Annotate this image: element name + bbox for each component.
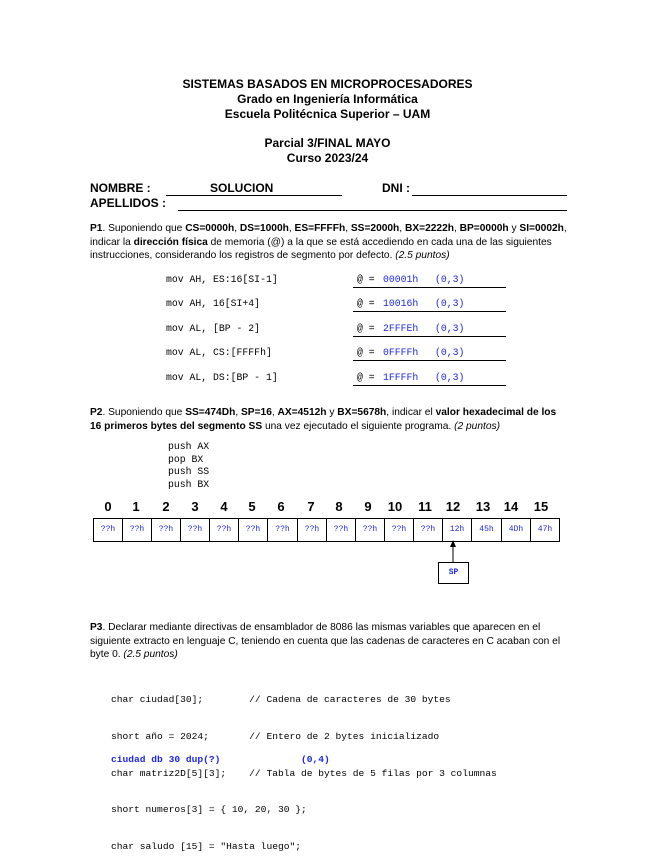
nombre-field[interactable]: [166, 181, 342, 196]
p1-table: [166, 268, 506, 390]
code-line: char matriz2D[5][3]; // Tabla de bytes de 5 filas por 3 columnas: [111, 767, 497, 779]
p1-address: 10016h: [383, 298, 419, 309]
p1-address: 0FFFFh: [383, 347, 419, 358]
stack-byte: 47h: [530, 518, 560, 542]
p1-answer-line: @ = 1FFFFh (0,3): [353, 370, 506, 386]
p1-score: (0,3): [435, 347, 465, 358]
stack-index: 15: [533, 499, 549, 514]
stack-index: 2: [162, 499, 170, 514]
stack-index: 12: [445, 499, 461, 514]
stack-byte: ??h: [238, 518, 267, 542]
stack-byte: ??h: [297, 518, 326, 542]
p1-instruction: mov AL, DS:[BP - 1]: [166, 371, 278, 383]
stack-index: 1: [132, 499, 140, 514]
stack-index: 7: [307, 499, 315, 514]
apellidos-field[interactable]: [178, 196, 567, 211]
stack-indices: [94, 499, 574, 515]
program-line: push AX: [168, 441, 210, 452]
p1-statement: P1. Suponiendo que CS=0000h, DS=1000h, ES=FFFFh, SS=2000h, BX=2222h, BP=0000h y SI=0002h, indicar la dirección física de memoria (@) a la que se está accediendo en cada una de las siguientes instrucciones, considerando los registros de segmento por defecto. (2.5 puntos): [90, 223, 567, 261]
stack-byte: ??h: [122, 518, 151, 542]
p1-row: [166, 292, 506, 317]
stack-index: 5: [248, 499, 256, 514]
p1-row: [166, 317, 506, 342]
p2-program: [168, 441, 209, 491]
p1-address: 2FFFEh: [383, 322, 419, 334]
sp-arrow-icon: [446, 540, 460, 562]
stack-byte: ??h: [384, 518, 413, 542]
stack-byte: ??h: [180, 518, 209, 542]
program-line: pop BX: [168, 453, 204, 465]
p1-answer-line: @ = 2FFFEh (0,3): [353, 321, 506, 337]
stack-index: 10: [387, 499, 403, 514]
p1-score: (0,3): [435, 322, 465, 334]
p1-address: 1FFFFh: [383, 371, 419, 383]
stack-index: 9: [364, 499, 372, 514]
stack-byte: 12h: [442, 518, 471, 542]
p1-instruction: mov AL, [BP - 2]: [166, 322, 261, 334]
stack-byte: ??h: [326, 518, 355, 542]
stack-byte: ??h: [267, 518, 297, 542]
p1-answer-line: @ = 10016h (0,3): [353, 296, 506, 312]
stack-index: 13: [475, 499, 491, 514]
school-title: Escuela Politécnica Superior – UAM: [224, 107, 431, 121]
stack-byte: ??h: [151, 518, 180, 542]
code-line: short año = 2024; // Entero de 2 bytes inicializado: [111, 731, 440, 743]
stack-byte: ??h: [93, 518, 122, 542]
sp-pointer-box: SP: [438, 562, 469, 584]
stack-index: 6: [277, 499, 285, 514]
dni-label: DNI :: [382, 181, 410, 195]
p1-row: [166, 268, 506, 292]
code-line: char saludo [15] = "Hasta luego";: [111, 840, 301, 852]
stack-index: 8: [335, 499, 343, 514]
nombre-value: SOLUCION: [210, 181, 274, 195]
stack-index: 4: [220, 499, 228, 514]
p1-answer-line: @ = 00001h (0,3): [353, 272, 506, 288]
dni-field[interactable]: [412, 181, 567, 196]
stack-byte: 4Dh: [501, 518, 530, 542]
p3-answer-score: (0,4): [301, 754, 330, 765]
p1-instruction: mov AH, ES:16[SI-1]: [166, 274, 278, 285]
p1-answer-line: @ = 0FFFFh (0,3): [353, 345, 506, 361]
p1-row: [166, 366, 506, 391]
p1-address: 00001h: [383, 274, 419, 285]
course-title: SISTEMAS BASADOS EN MICROPROCESADORES: [182, 77, 473, 91]
p1-instruction: mov AH, 16[SI+4]: [166, 298, 261, 309]
code-line: char ciudad[30]; // Cadena de caracteres de 30 bytes: [111, 694, 451, 706]
stack-index: 0: [104, 499, 112, 514]
p1-row: [166, 341, 506, 366]
stack-index: 3: [191, 499, 199, 514]
p3-answer: ciudad db 30 dup(?): [111, 754, 221, 765]
stack-byte: ??h: [413, 518, 442, 542]
p1-score: (0,3): [435, 298, 465, 309]
p1-score: (0,3): [435, 371, 465, 383]
program-line: push SS: [168, 466, 210, 477]
stack-byte: ??h: [355, 518, 384, 542]
p1-instruction: mov AL, CS:[FFFFh]: [166, 347, 272, 358]
degree-title: Grado en Ingeniería Informática: [237, 92, 418, 106]
exam-title: Parcial 3/FINAL MAYO: [264, 136, 391, 150]
p2-statement: P2. Suponiendo que SS=474Dh, SP=16, AX=4512h y BX=5678h, indicar el valor hexadecimal de los 16 primeros bytes del segmento SS una vez ejecutado el siguiente programa. (2 puntos): [90, 407, 557, 432]
program-line: push BX: [168, 478, 210, 490]
stack-bytes: [93, 518, 563, 542]
stack-index: 14: [503, 499, 519, 514]
course-year: Curso 2023/24: [286, 151, 369, 165]
p3-statement: P3. Declarar mediante directivas de ensamblador de 8086 las mismas variables que aparecen en el siguiente extracto en lenguaje C, teniendo en cuenta que las cadenas de caracteres en C acaban con el byte 0. (2.5 puntos): [90, 622, 561, 660]
apellidos-label: APELLIDOS :: [90, 196, 167, 210]
nombre-label: NOMBRE :: [90, 181, 151, 195]
stack-byte: ??h: [209, 518, 238, 542]
stack-byte: 45h: [471, 518, 501, 542]
code-line: short numeros[3] = { 10, 20, 30 };: [111, 804, 307, 816]
stack-index: 11: [418, 499, 432, 514]
p3-c-code: [111, 670, 497, 865]
p1-score: (0,3): [435, 274, 465, 285]
